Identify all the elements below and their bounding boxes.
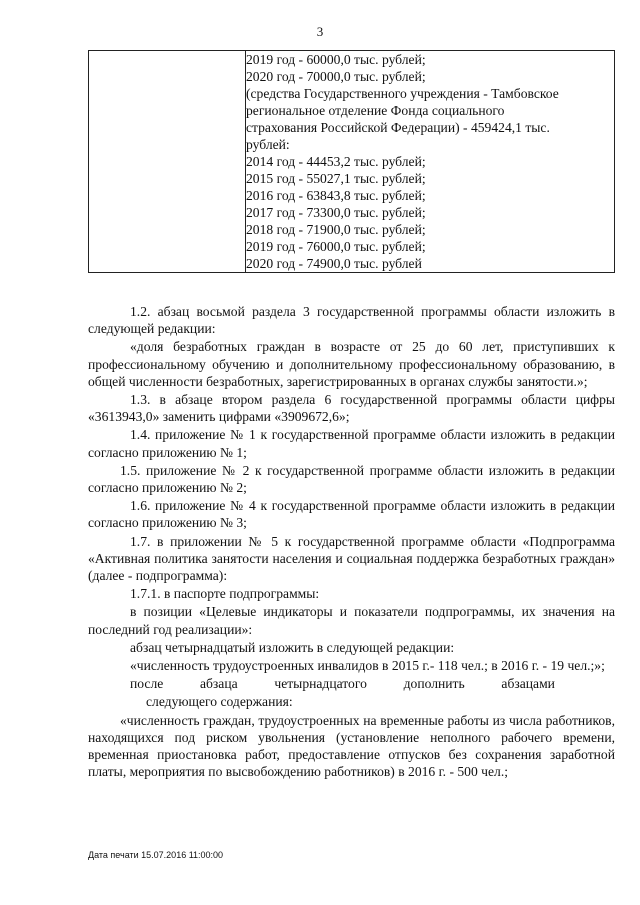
table-line: 2018 год - 71900,0 тыс. рублей; bbox=[246, 222, 426, 237]
table-line: страхования Российской Федерации) - 459424,1 тыс. bbox=[246, 120, 550, 135]
table-line: региональное отделение Фонда социального bbox=[246, 103, 505, 118]
document-body bbox=[88, 303, 615, 781]
paragraph-abzac-14: абзац четырнадцатый изложить в следующей редакции: bbox=[130, 639, 455, 655]
word: абзаца bbox=[199, 676, 238, 692]
table-line: (средства Государственного учреждения - Тамбовское bbox=[246, 86, 559, 101]
paragraph-position: в позиции «Целевые индикаторы и показатели подпрограммы, их значения на последний год реализации»: bbox=[88, 604, 615, 637]
paragraph-1-5: 1.5. приложение № 2 к государственной программе области изложить в редакции согласно приложению № 2; bbox=[88, 462, 615, 496]
table-line: 2019 год - 60000,0 тыс. рублей; bbox=[246, 52, 426, 67]
word: четырнадцатого bbox=[274, 676, 367, 692]
word: абзацами bbox=[501, 676, 555, 692]
table-line: 2017 год - 73300,0 тыс. рублей; bbox=[246, 205, 426, 220]
paragraph-1-4: 1.4. приложение № 1 к государственной программе области изложить в редакции согласно приложению № 1; bbox=[88, 427, 615, 460]
quote-unemployed-share: «доля безработных граждан в возрасте от 25 до 60 лет, приступивших к профессиональному обучению и дополнительному профессиональному образованию, в общей численности безработных, зарегистрированных в органах службы занятости.»; bbox=[88, 339, 615, 389]
print-date-footer: Дата печати 15.07.2016 11:00:00 bbox=[88, 850, 224, 860]
table-line: 2014 год - 44453,2 тыс. рублей; bbox=[246, 154, 426, 169]
table-left-cell bbox=[89, 51, 246, 273]
table-line: 2016 год - 63843,8 тыс. рублей; bbox=[246, 188, 426, 203]
table-line: рублей: bbox=[246, 137, 290, 152]
table-line: 2019 год - 76000,0 тыс. рублей; bbox=[246, 239, 426, 254]
page-number: 3 bbox=[316, 24, 324, 39]
paragraph-1-7-1: 1.7.1. в паспорте подпрограммы: bbox=[130, 586, 320, 602]
word: после bbox=[130, 676, 164, 692]
word: дополнить bbox=[403, 676, 465, 692]
paragraph-1-3: 1.3. в абзаце втором раздела 6 государственной программы области цифры «3613943,0» заменить цифрами «3909672,6»; bbox=[88, 392, 615, 425]
paragraph-after-abzac bbox=[88, 675, 615, 692]
table-line: 2020 год - 74900,0 тыс. рублей bbox=[246, 256, 422, 271]
paragraph-1-2: 1.2. абзац восьмой раздела 3 государственной программы области изложить в следующей редакции: bbox=[88, 304, 615, 337]
paragraph-1-7: 1.7. в приложении № 5 к государственной программе области «Подпрограмма «Активная политика занятости населения и социальная поддержка безработных граждан» (далее - подпрограмма): bbox=[88, 533, 615, 584]
paragraph-following: следующего содержания: bbox=[146, 694, 293, 710]
table-line: 2020 год - 70000,0 тыс. рублей; bbox=[246, 69, 426, 84]
table-right-cell bbox=[246, 51, 615, 273]
budget-table bbox=[88, 50, 615, 273]
quote-disabled-employed: «численность трудоустроенных инвалидов в 2015 г.- 118 чел.; в 2016 г. - 19 чел.;»; bbox=[130, 658, 605, 674]
table-line: 2015 год - 55027,1 тыс. рублей; bbox=[246, 171, 426, 186]
quote-temporary-work: «численность граждан, трудоустроенных на временные работы из числа работников, находящихся под риском увольнения (установление неполного рабочего времени, временная приостановка работ, предоставление отпусков без сохранения заработной платы, мероприятия по высвобождению работников) в 2016 г. - 500 чел.; bbox=[88, 712, 615, 780]
paragraph-1-6: 1.6. приложение № 4 к государственной программе области изложить в редакции согласно приложению № 3; bbox=[88, 498, 615, 531]
